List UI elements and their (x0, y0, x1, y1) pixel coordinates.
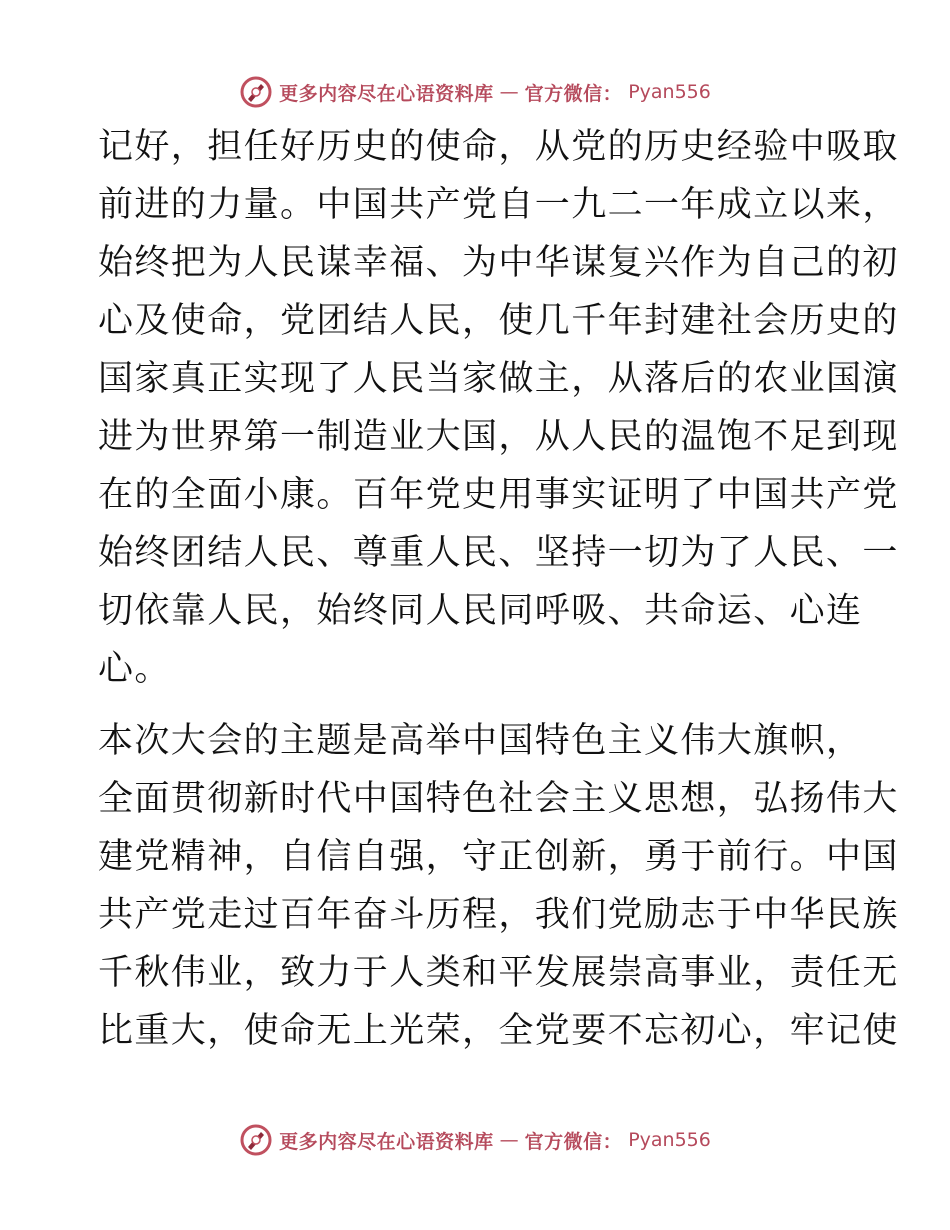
text-line: 进为世界第一制造业大国，从人民的温饱不足到现 (98, 417, 899, 457)
header-separator: — (499, 81, 519, 103)
text-line: 在的全面小康。百年党史用事实证明了中国共产党 (98, 475, 899, 515)
header-wechat-id: Pyan556 (628, 81, 711, 103)
footer-wechat-id: Pyan556 (628, 1129, 711, 1151)
brand-logo-icon (239, 75, 273, 109)
brand-logo-icon (239, 1123, 273, 1157)
text-line: 心及使命，党团结人民，使几千年封建社会历史的 (98, 301, 899, 341)
footer-brand-text: 更多内容尽在心语资料库 (279, 1130, 494, 1153)
text-line: 记好，担任好历史的使命，从党的历史经验中吸取 (98, 127, 899, 167)
text-line: 始终团结人民、尊重人民、坚持一切为了人民、一 (98, 533, 899, 573)
footer-watermark (0, 1120, 950, 1160)
header-wechat-label: 官方微信： (524, 82, 623, 105)
text-line: 切依靠人民，始终同人民同呼吸、共命运、心连 (98, 591, 863, 631)
document-body (98, 118, 899, 1060)
text-line: 建党精神，自信自强，守正创新，勇于前行。中国 (98, 837, 899, 877)
text-line: 本次大会的主题是高举中国特色主义伟大旗帜， (98, 721, 863, 761)
footer-wechat-label: 官方微信： (524, 1130, 623, 1153)
text-line: 全面贯彻新时代中国特色社会主义思想，弘扬伟大 (98, 779, 899, 819)
footer-separator: — (499, 1129, 519, 1151)
text-line: 心。 (98, 649, 171, 689)
header-brand-text: 更多内容尽在心语资料库 (279, 82, 494, 105)
text-line: 国家真正实现了人民当家做主，从落后的农业国演 (98, 359, 899, 399)
text-line: 始终把为人民谋幸福、为中华谋复兴作为自己的初 (98, 243, 899, 283)
paragraph-2 (98, 712, 899, 1060)
text-line: 千秋伟业，致力于人类和平发展崇高事业，责任无 (98, 953, 899, 993)
text-line: 共产党走过百年奋斗历程，我们党励志于中华民族 (98, 895, 899, 935)
header-watermark (0, 72, 950, 112)
text-line: 前进的力量。中国共产党自一九二一年成立以来， (98, 185, 899, 225)
paragraph-1 (98, 118, 899, 698)
text-line: 比重大，使命无上光荣，全党要不忘初心，牢记使 (98, 1011, 899, 1051)
